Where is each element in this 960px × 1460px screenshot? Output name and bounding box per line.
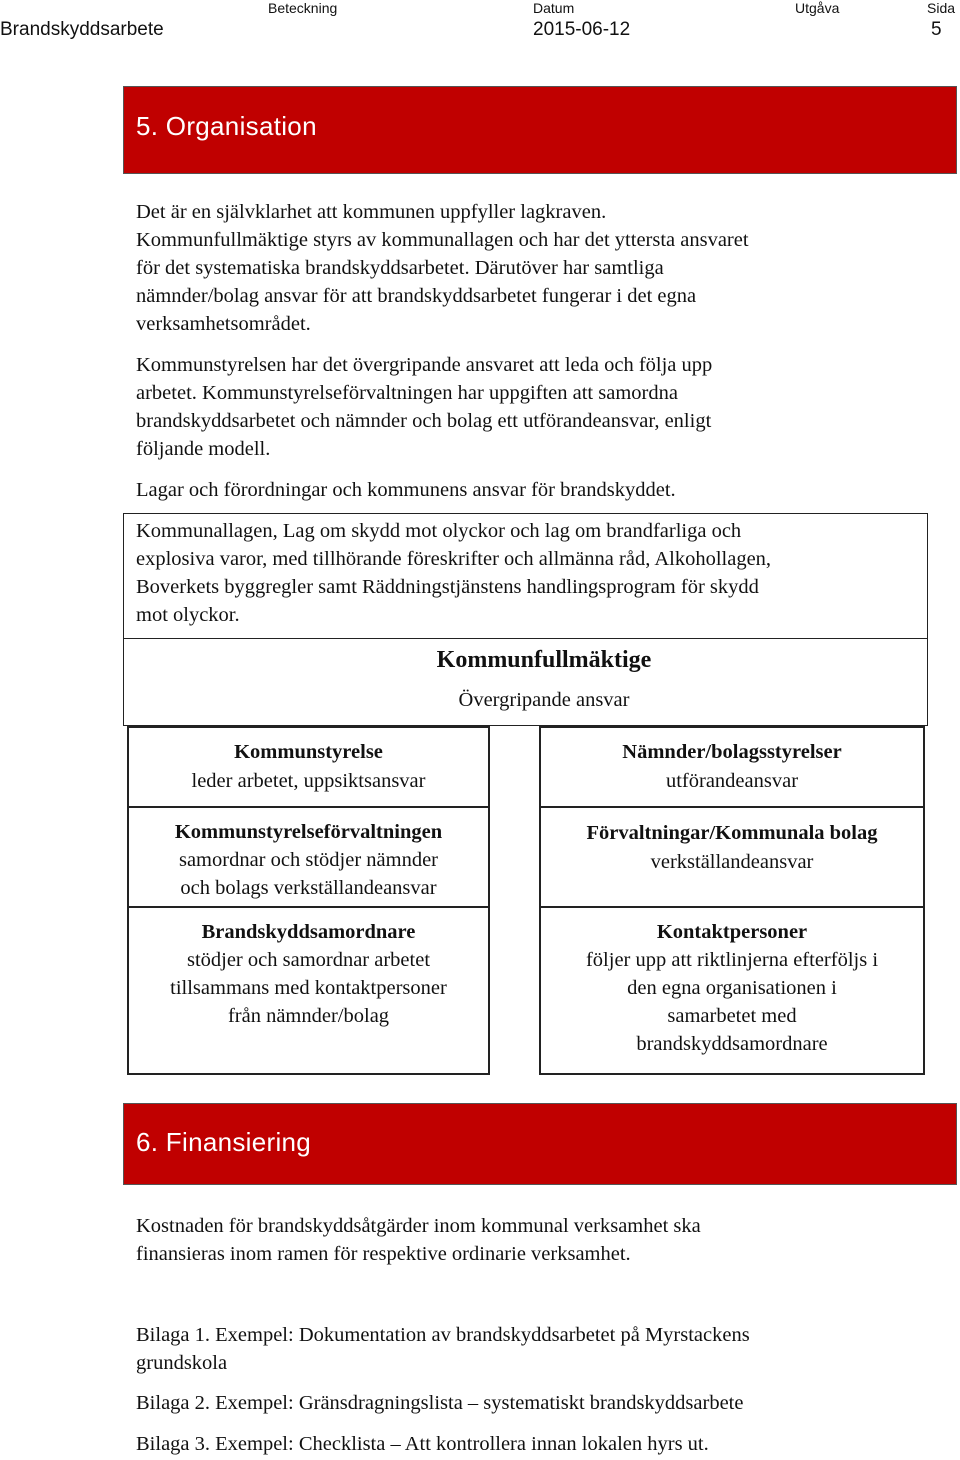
kontaktpersoner-box — [539, 906, 925, 1075]
text-line: Lagar och förordningar och kommunens ansvar för brandskyddet. — [136, 479, 676, 501]
kommunfullmaktige-title: Kommunfullmäktige — [436, 647, 652, 673]
section-5-banner — [123, 86, 957, 174]
appendix-2 — [136, 1389, 936, 1417]
kommunstyrelseforvaltningen-box — [127, 806, 490, 908]
forvaltningar-kommunala-bolag-title: Förvaltningar/Kommunala bolag — [586, 822, 878, 844]
section-5-paragraph-2 — [136, 351, 936, 463]
kommunstyrelse-title: Kommunstyrelse — [234, 741, 383, 763]
text-line: Bilaga 2. Exempel: Gränsdragningslista – systematiskt brandskyddsarbete — [136, 1392, 744, 1414]
brandskyddsamordnare-box — [127, 906, 490, 1075]
section-6-heading: 6. Finansiering — [136, 1127, 312, 1157]
section-5-heading: 5. Organisation — [136, 111, 317, 141]
brandskyddsamordnare-title: Brandskyddsamordnare — [201, 921, 416, 943]
kommunfullmaktige-block — [374, 644, 714, 714]
kommunstyrelse-subtitle: leder arbetet, uppsiktsansvar — [191, 770, 426, 792]
text-line: från nämnder/bolag — [227, 1005, 390, 1027]
text-line: Bilaga 3. Exempel: Checklista – Att kontrollera innan lokalen hyrs ut. — [136, 1433, 709, 1455]
namnder-bolagsstyrelser-title: Nämnder/bolagsstyrelser — [622, 741, 842, 763]
section-5-paragraph-3 — [136, 476, 936, 504]
text-line: brandskyddsamordnare — [636, 1033, 828, 1055]
sida-label: Sida — [927, 0, 956, 16]
appendix-3 — [136, 1430, 936, 1458]
kommunstyrelse-box — [127, 726, 490, 808]
text-line: mot olyckor. — [136, 604, 240, 626]
text-line: explosiva varor, med tillhörande föreskrifter och allmänna råd, Alkohollagen, — [136, 548, 772, 570]
laws-box — [123, 513, 928, 726]
text-line: Kommunstyrelsen har det övergripande ansvaret att leda och följa upp — [136, 354, 713, 376]
section-6-paragraph — [136, 1212, 936, 1268]
kommunstyrelseforvaltningen-title: Kommunstyrelseförvaltningen — [174, 821, 443, 843]
namnder-bolagsstyrelser-box — [539, 726, 925, 808]
document-name: Brandskyddsarbete — [0, 19, 164, 40]
text-line: för det systematiska brandskyddsarbetet. Därutöver har samtliga — [136, 257, 664, 279]
text-line: stödjer och samordnar arbetet — [186, 949, 431, 971]
text-line: Kommunallagen, Lag om skydd mot olyckor och lag om brandfarliga och — [136, 520, 742, 542]
section-5-paragraph-1 — [136, 198, 936, 338]
text-line: verksamhetsområdet. — [136, 313, 311, 335]
utgava-label: Utgåva — [795, 0, 840, 16]
text-line: följande modell. — [136, 438, 271, 460]
kontaktpersoner-title: Kontaktpersoner — [656, 921, 808, 943]
forvaltningar-kommunala-bolag-subtitle: verkställandeansvar — [650, 851, 814, 873]
beteckning-label: Beteckning — [268, 0, 338, 16]
text-line: brandskyddsarbetet och nämnder och bolag ett utförandeansvar, enligt — [136, 410, 712, 432]
text-line: nämnder/bolag ansvar för att brandskyddsarbetet fungerar i det egna — [136, 285, 697, 307]
text-line: Kostnaden för brandskyddsåtgärder inom kommunal verksamhet ska — [136, 1215, 701, 1237]
laws-text — [136, 517, 771, 629]
text-line: den egna organisationen i — [627, 977, 837, 999]
text-line: följer upp att riktlinjerna efterföljs i — [585, 949, 879, 971]
text-line: Kommunfullmäktige styrs av kommunallagen och har det yttersta ansvaret — [136, 229, 749, 251]
laws-divider — [124, 638, 927, 639]
kommunfullmaktige-subtitle: Övergripande ansvar — [458, 689, 630, 711]
text-line: tillsammans med kontaktpersoner — [170, 977, 447, 999]
text-line: Det är en självklarhet att kommunen uppfyller lagkraven. — [136, 201, 607, 223]
text-line: Boverkets byggregler samt Räddningstjänstens handlingsprogram för skydd — [136, 576, 759, 598]
text-line: arbetet. Kommunstyrelseförvaltningen har uppgiften att samordna — [136, 382, 678, 404]
text-line: finansieras inom ramen för respektive ordinarie verksamhet. — [136, 1243, 631, 1265]
datum-value: 2015-06-12 — [533, 19, 631, 40]
text-line: grundskola — [136, 1352, 228, 1374]
datum-label: Datum — [533, 0, 575, 16]
sida-value: 5 — [931, 19, 942, 40]
namnder-bolagsstyrelser-subtitle: utförandeansvar — [665, 770, 799, 792]
text-line: samordnar och stödjer nämnder — [178, 849, 438, 871]
appendix-1 — [136, 1321, 936, 1377]
text-line: och bolags verkställandeansvar — [180, 877, 437, 899]
forvaltningar-kommunala-bolag-box — [539, 806, 925, 908]
text-line: samarbetet med — [667, 1005, 797, 1027]
text-line: Bilaga 1. Exempel: Dokumentation av brandskyddsarbetet på Myrstackens — [136, 1324, 750, 1346]
section-6-banner — [123, 1103, 957, 1185]
